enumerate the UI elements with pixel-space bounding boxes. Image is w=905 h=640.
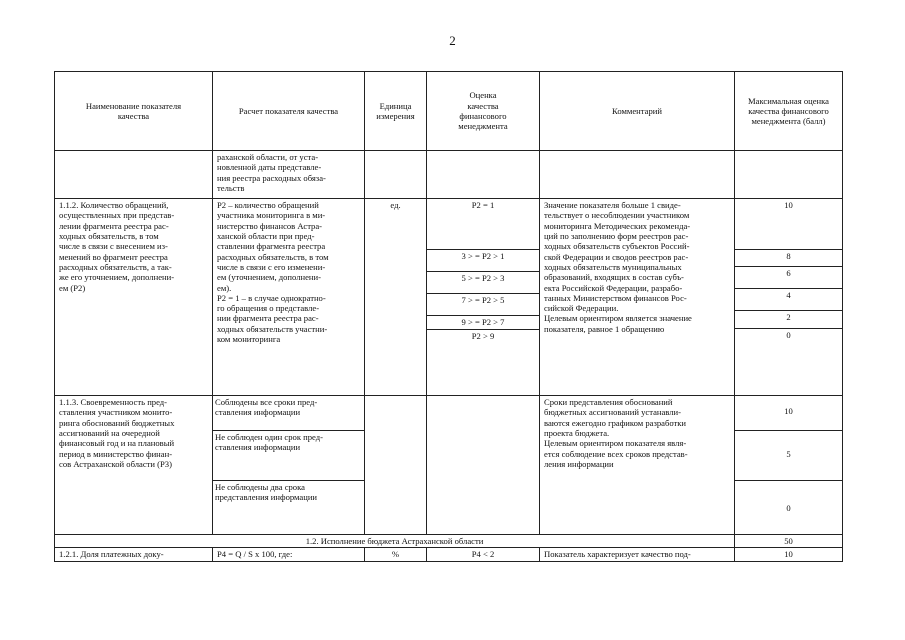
- header-calculation: Расчет показателя качества: [213, 72, 365, 151]
- header-evaluation: Оценка качества финансового менеджмента: [427, 72, 540, 151]
- header-indicator-name: Наименование показателя качества: [55, 72, 213, 151]
- header-unit: Единица измерения: [365, 72, 427, 151]
- calc-option: Соблюдены все сроки пред- ставления информации: [215, 397, 318, 418]
- table-row-1-1-3: [55, 396, 843, 535]
- cont-comment-cell: [540, 151, 735, 199]
- indicator-eval-1-2-1: P4 < 2: [427, 548, 540, 561]
- indicator-scores-1-1-2: [735, 199, 843, 396]
- cont-name-cell: [55, 151, 213, 199]
- indicator-name-1-2-1: 1.2.1. Доля платежных доку-: [55, 548, 213, 561]
- indicator-name-1-1-2: 1.1.2. Количество обращений, осуществленных при представ- лении фрагмента реестра рас- ходных обязательств, в том числе в связи с внесением из- менений во фрагмент реестра расходных обязательств, а так- же его уточнением, дополнени- ем (P2): [55, 199, 213, 396]
- indicator-comment-1-1-2: Значение показателя больше 1 свиде- тельствует о несоблюдении участником мониторинга Методических рекоменда- ций по заполнению форм реестров рас- ходных обязательств субъектов Россий- ской Федерации и сводов реестров рас- ходных обязательств муниципальных образований, входящих в состав субъ- екта Российской Федерации, разрабо- танных Министерством финансов Рос- сийской Федерации. Целевым ориентиром является значение показателя, равное 1 обращению: [540, 199, 735, 396]
- indicator-table: [54, 71, 843, 562]
- indicator-comment-1-2-1: Показатель характеризует качество под-: [540, 548, 735, 561]
- cont-score-cell: [735, 151, 843, 199]
- indicator-calc-1-2-1: P4 = Q / S x 100, где:: [213, 548, 365, 561]
- indicator-unit-1-1-3: [365, 396, 427, 535]
- indicator-score-1-2-1: 10: [735, 548, 843, 561]
- score-value: 6: [735, 266, 842, 288]
- indicator-calc-1-1-2: P2 – количество обращений участника мониторинга в ми- нистерство финансов Астра- ханской области при пред- ставлении фрагмента реестра расходных обязательств, в том числе в связи с его изменени- ем (уточнением, дополнени- ем). P2 = 1 – в случае однократно- го обращения о представле- нии фрагмента реестра рас- ходных обязательств участни- ком мониторинга: [213, 199, 365, 396]
- cont-unit-cell: [365, 151, 427, 199]
- indicator-unit-1-1-2: ед.: [365, 199, 427, 396]
- calc-option: Не соблюден один срок пред- ставления информации: [213, 430, 364, 480]
- eval-value: P2 > 9: [427, 329, 539, 395]
- score-value: 10: [784, 200, 793, 210]
- indicator-eval-1-1-3: [427, 396, 540, 535]
- eval-value: 3 > = P2 > 1: [427, 249, 539, 271]
- score-value: 0: [735, 328, 842, 395]
- score-value: 4: [735, 288, 842, 310]
- section-title-1-2: 1.2. Исполнение бюджета Астраханской области: [55, 535, 735, 548]
- cont-calc-cell: раханской области, от уста- новленной даты представле- ния реестра расходных обяза- тельств: [213, 151, 365, 199]
- eval-value: 7 > = P2 > 5: [427, 293, 539, 315]
- indicator-name-1-1-3: 1.1.3. Своевременность пред- ставления участником монито- ринга обоснований бюджетных ассигнований на очередной финансовый год и на плановый период в министерство финан- сов Астраханской области (P3): [55, 396, 213, 535]
- indicator-calc-1-1-3: [213, 396, 365, 535]
- indicator-table-wrapper: [54, 71, 842, 562]
- indicator-evals-1-1-2: [427, 199, 540, 396]
- score-value: 5: [735, 430, 842, 480]
- indicator-scores-1-1-3: [735, 396, 843, 535]
- section-score-1-2: 50: [735, 535, 843, 548]
- indicator-comment-1-1-3: Сроки представления обоснований бюджетных ассигнований устанавли- ваются ежегодно графиком разработки проекта бюджета. Целевым ориентиром показателя явля- ется соблюдение всех сроков представ- ления информации: [540, 396, 735, 535]
- table-row-continuation: [55, 151, 843, 199]
- page-number: 2: [449, 33, 456, 48]
- score-value: 8: [735, 249, 842, 266]
- table-row-1-1-2: [55, 199, 843, 396]
- section-row-1-2: [55, 535, 843, 548]
- score-value: 0: [735, 480, 842, 534]
- header-comment: Комментарий: [540, 72, 735, 151]
- table-row-1-2-1: [55, 548, 843, 561]
- score-value: 10: [784, 406, 793, 416]
- indicator-unit-1-2-1: %: [365, 548, 427, 561]
- eval-value: P2 = 1: [471, 200, 495, 210]
- header-max-score: Максимальная оценка качества финансового менеджмента (балл): [735, 72, 843, 151]
- cont-eval-cell: [427, 151, 540, 199]
- table-header-row: [55, 72, 843, 151]
- calc-option: Не соблюдены два срока представления информации: [213, 480, 364, 534]
- eval-value: 9 > = P2 > 7: [427, 315, 539, 329]
- eval-value: 5 > = P2 > 3: [427, 271, 539, 293]
- score-value: 2: [735, 310, 842, 328]
